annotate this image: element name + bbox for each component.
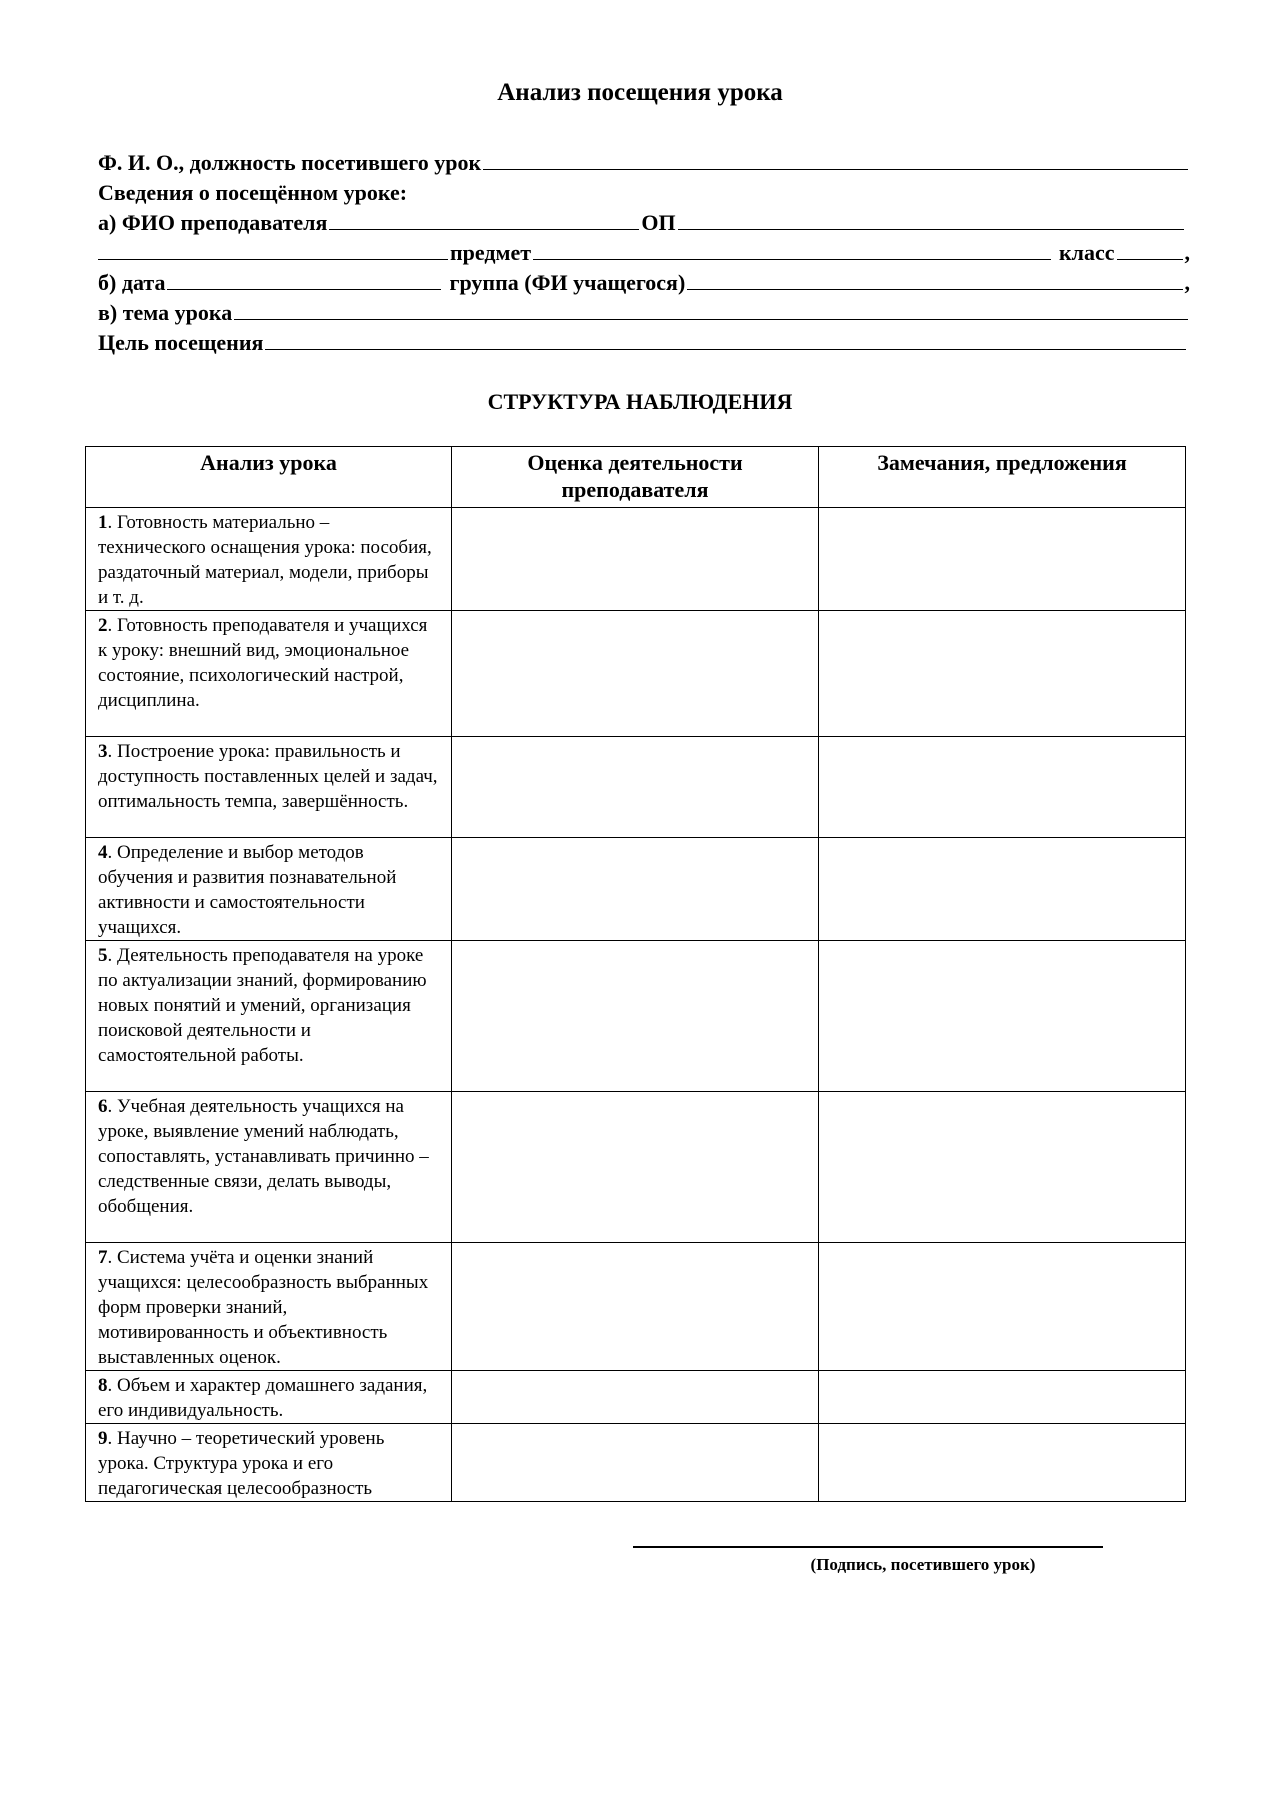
observation-table	[85, 446, 1186, 1502]
table-row	[86, 508, 1186, 611]
criterion-number: 7	[98, 1247, 108, 1268]
evaluation-cell[interactable]	[452, 1371, 819, 1424]
criterion-cell	[86, 1371, 452, 1424]
table-row	[86, 611, 1186, 737]
evaluation-cell[interactable]	[452, 737, 819, 838]
evaluation-cell[interactable]	[452, 508, 819, 611]
criterion-cell	[86, 611, 452, 737]
criterion-cell	[86, 941, 452, 1092]
date-blank[interactable]	[167, 269, 441, 290]
criterion-cell	[86, 1092, 452, 1243]
criterion-number: 5	[98, 945, 108, 966]
criterion-text: . Объем и характер домашнего задания, его индивидуальность.	[98, 1375, 428, 1421]
table-row	[86, 838, 1186, 941]
criterion-text: . Готовность преподавателя и учащихся к уроку: внешний вид, эмоциональное состояние, психологический настрой, дисциплина.	[98, 615, 428, 711]
criterion-text: . Построение урока: правильность и доступность поставленных целей и задач, оптимальность темпа, завершённость.	[98, 741, 438, 812]
criterion-text: . Научно – теоретический уровень урока. Структура урока и его педагогическая целесообразность	[98, 1428, 385, 1499]
column-header-evaluation: Оценка деятельности преподавателя	[452, 447, 819, 508]
table-row	[86, 1371, 1186, 1424]
criterion-cell	[86, 1243, 452, 1371]
table-header-row	[86, 447, 1186, 508]
lesson-info-label: Сведения о посещённом уроке:	[98, 180, 408, 205]
class-blank[interactable]	[1117, 239, 1183, 260]
group-label: группа (ФИ учащегося)	[449, 270, 686, 295]
criterion-cell	[86, 737, 452, 838]
evaluation-cell[interactable]	[452, 1243, 819, 1371]
evaluation-cell[interactable]	[452, 1092, 819, 1243]
topic-label: в) тема урока	[98, 300, 233, 325]
document-title: Анализ посещения урока	[497, 79, 783, 106]
topic-blank[interactable]	[234, 299, 1188, 320]
visitor-blank[interactable]	[483, 149, 1188, 170]
criterion-number: 2	[98, 615, 108, 636]
remarks-cell[interactable]	[819, 611, 1186, 737]
class-comma: ,	[1184, 240, 1190, 265]
evaluation-cell[interactable]	[452, 838, 819, 941]
observation-structure-title: СТРУКТУРА НАБЛЮДЕНИЯ	[487, 389, 793, 414]
class-label: класс	[1058, 240, 1115, 265]
remarks-cell[interactable]	[819, 737, 1186, 838]
purpose-blank[interactable]	[265, 329, 1186, 350]
remarks-cell[interactable]	[819, 508, 1186, 611]
table-row	[86, 1092, 1186, 1243]
topic-field-line	[98, 298, 1190, 328]
criterion-cell	[86, 1424, 452, 1502]
date-label: б) дата	[98, 270, 166, 295]
criterion-number: 1	[98, 512, 108, 533]
remarks-cell[interactable]	[819, 941, 1186, 1092]
op-blank[interactable]	[678, 209, 1184, 230]
group-blank[interactable]	[687, 269, 1182, 290]
column-header-remarks: Замечания, предложения	[819, 447, 1186, 508]
table-row	[86, 1424, 1186, 1502]
criterion-text: . Готовность материально – технического оснащения урока: пособия, раздаточный материал, модели, приборы и т. д.	[98, 512, 432, 608]
group-comma: ,	[1184, 270, 1190, 295]
criterion-text: . Определение и выбор методов обучения и развития познавательной активности и самостоятельности учащихся.	[98, 842, 397, 938]
criterion-cell	[86, 838, 452, 941]
table-row	[86, 1243, 1186, 1371]
criterion-number: 8	[98, 1375, 108, 1396]
date-field-line	[98, 268, 1190, 298]
criterion-number: 6	[98, 1096, 108, 1117]
teacher-field-line	[98, 208, 1190, 238]
visitor-field-line	[98, 148, 1190, 178]
visitor-label: Ф. И. О., должность посетившего урок	[98, 150, 482, 175]
op-label: ОП	[641, 210, 676, 235]
remarks-cell[interactable]	[819, 1371, 1186, 1424]
criterion-text: . Учебная деятельность учащихся на уроке, выявление умений наблюдать, сопоставлять, устанавливать причинно – следственные связи, делать выводы, обобщения.	[98, 1096, 429, 1217]
remarks-cell[interactable]	[819, 838, 1186, 941]
purpose-field-line	[98, 328, 1190, 358]
remarks-cell[interactable]	[819, 1424, 1186, 1502]
purpose-label: Цель посещения	[98, 330, 264, 355]
lesson-info-line	[98, 178, 1190, 208]
teacher-blank[interactable]	[329, 209, 639, 230]
column-header-analysis: Анализ урока	[86, 447, 452, 508]
teacher-label: а) ФИО преподавателя	[98, 210, 328, 235]
criterion-number: 9	[98, 1428, 108, 1449]
table-row	[86, 941, 1186, 1092]
evaluation-cell[interactable]	[452, 941, 819, 1092]
criterion-number: 3	[98, 741, 108, 762]
criterion-number: 4	[98, 842, 108, 863]
signature-line[interactable]	[633, 1546, 1103, 1548]
criterion-cell	[86, 508, 452, 611]
criterion-text: . Система учёта и оценки знаний учащихся: целесообразность выбранных форм проверки знаний, мотивированность и объективность выставленных оценок.	[98, 1247, 429, 1368]
signature-caption: (Подпись, посетившего урок)	[810, 1555, 1036, 1574]
subject-blank[interactable]	[533, 239, 1051, 260]
op-continuation-blank[interactable]	[98, 239, 448, 260]
remarks-cell[interactable]	[819, 1243, 1186, 1371]
table-row	[86, 737, 1186, 838]
subject-field-line	[98, 238, 1190, 268]
subject-label: предмет	[450, 240, 532, 265]
evaluation-cell[interactable]	[452, 1424, 819, 1502]
criterion-text: . Деятельность преподавателя на уроке по актуализации знаний, формированию новых понятий и умений, организация поисковой деятельности и самостоятельной работы.	[98, 945, 427, 1066]
remarks-cell[interactable]	[819, 1092, 1186, 1243]
evaluation-cell[interactable]	[452, 611, 819, 737]
